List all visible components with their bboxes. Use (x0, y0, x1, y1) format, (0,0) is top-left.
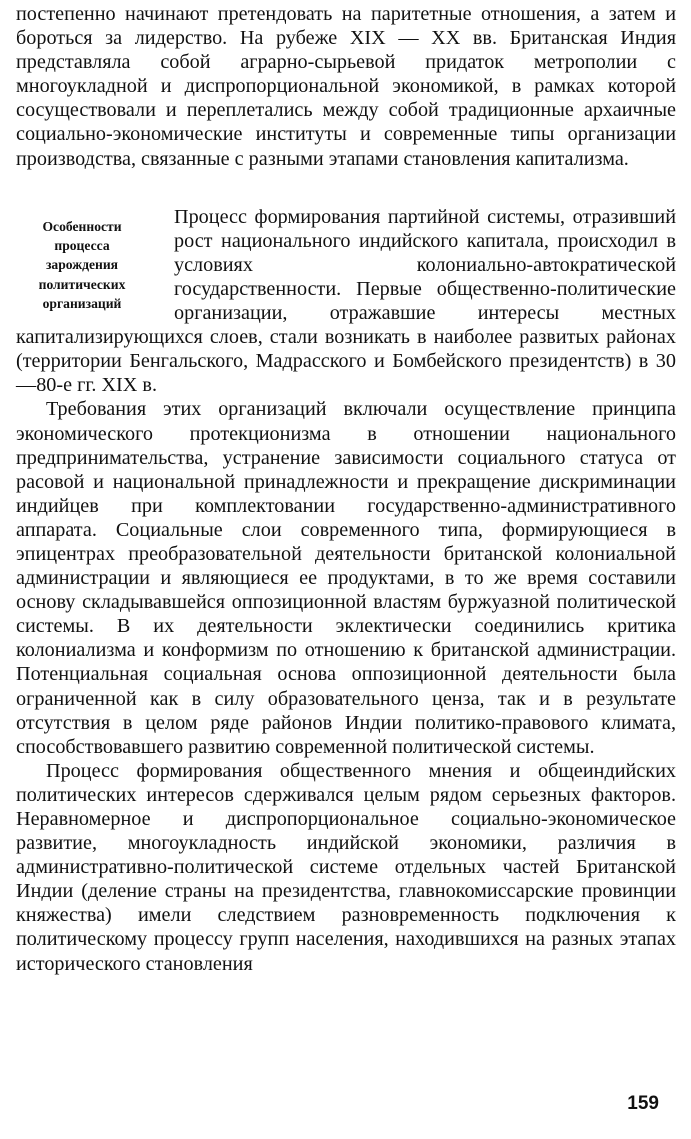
page-body (16, 2, 676, 976)
margin-note-line: зарождения (45, 257, 119, 273)
margin-note-line: Особенности (42, 218, 122, 234)
margin-note-line: процесса (54, 238, 110, 254)
paragraph-3: Требования этих организаций включали осуществление принципа экономического протекционизма в отношении национального предпринимательства, устранение зависимости социального статуса от расовой и национальной принадлежности и прекращение дискриминации индийцев при комплектовании государственно-административного аппарата. Социальные слои современного типа, формирующиеся в эпицентрах преобразовательной деятельности британской колониальной администрации и являющиеся ее продуктами, в то же время составили основу складывавшейся оппозиционной властям буржуазной политической системы. В их деятельности эклектически соединились критика колониализма и конформизм по отношению к британской администрации. Потенциальная социальная основа оппозиционной деятельности была ограниченной как в силу образовательного ценза, так и в результате отсутствия в целом ряде районов Индии политико-правового климата, способствовавшего развитию современной политической системы. (16, 398, 676, 758)
margin-note (20, 217, 144, 314)
paragraph-2: Процесс формирования партийной системы, отразивший рост национального индийского капитала, происходил в условиях колониально-автократической государственности. Первые общественно-политические организации, отражавшие интересы местных капитализирующихся слоев, стали возникать в наиболее развитых районах (территории Бенгальского, Мадрасского и Бомбейского президентств) в 30—80-е гг. XIX в. (16, 205, 676, 397)
section-gap (16, 171, 676, 205)
margin-note-line: политических (38, 276, 126, 292)
paragraph-4: Процесс формирования общественного мнения и общеиндийских политических интересов сдерживался целым рядом серьезных факторов. Неравномерное и диспропорциональное социально-экономическое развитие, многоукладность индийской экономики, различия в административно-политической системе отдельных частей Британской Индии (деление страны на президентства, главнокомиссарские провинции княжества) имели следствием разновременность подключения к политическому процессу групп населения, находившихся на разных этапах исторического становления (16, 759, 676, 975)
paragraph-1: постепенно начинают претендовать на паритетные отношения, а затем и бороться за лидерство. На рубеже XIX — XX вв. Британская Индия представляла собой аграрно-сырьевой придаток метрополии с многоукладной и диспропорциональной экономикой, в рамках которой сосуществовали и переплетались между собой традиционные архаичные социально-экономические институты и современные типы организации производства, связанные с разными этапами становления капитализма. (16, 3, 676, 170)
margin-note-line: организаций (42, 296, 122, 312)
page-number: 159 (627, 1093, 659, 1114)
